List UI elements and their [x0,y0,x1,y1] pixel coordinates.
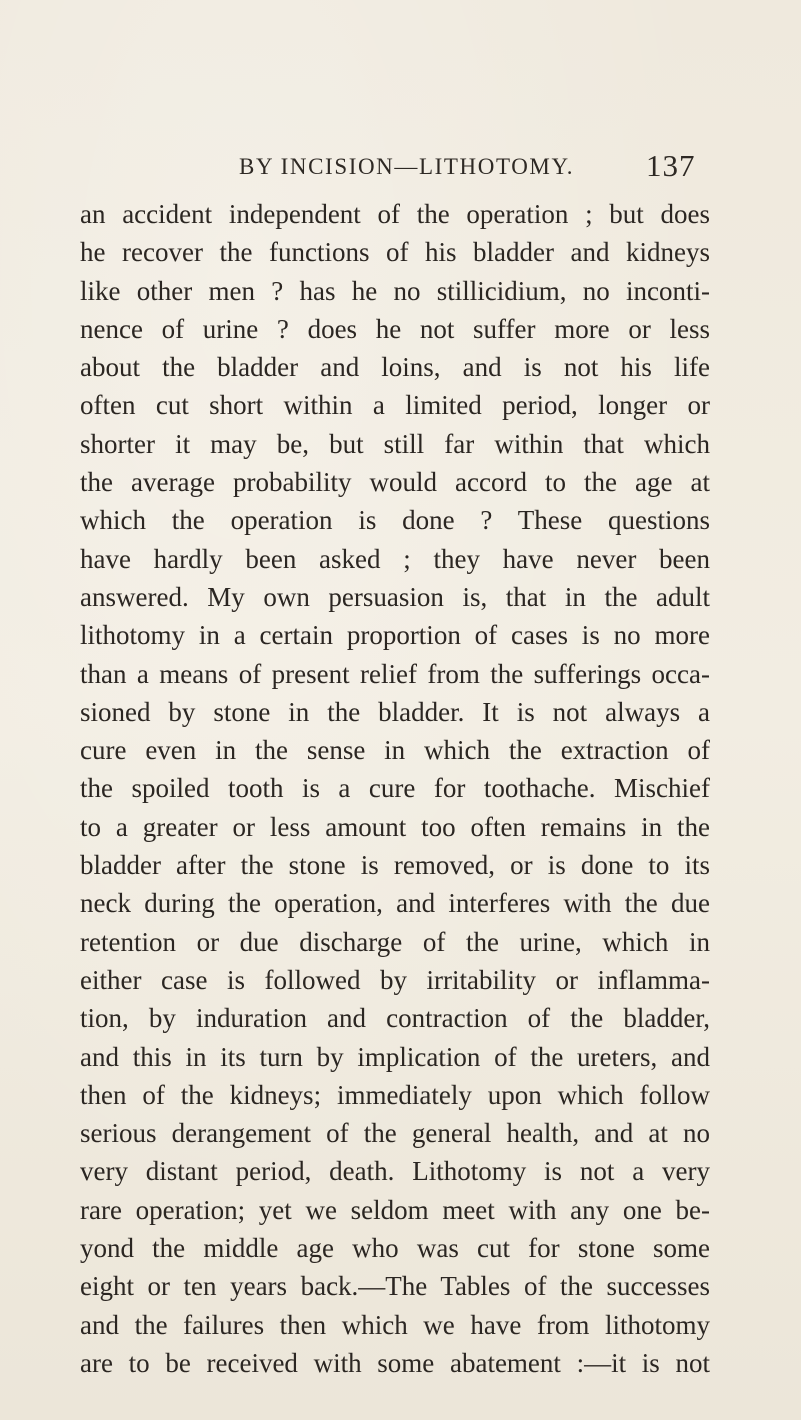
text-line: shorter it may be, but still far within that which [80,428,710,459]
page-header [0,148,801,188]
page-number: 137 [646,148,696,183]
text-line: an accident independent of the operation ; but does [80,199,710,229]
text-line: neck during the operation, and interferes with the due [80,888,710,919]
text-line: and this in its turn by implication of the ureters, and [80,1041,710,1072]
text-line: then of the kidneys; immediately upon which follow [80,1079,710,1110]
text-line: rare operation; yet we seldom meet with any one be- [80,1194,710,1225]
text-line: lithotomy in a certain proportion of cases is no more [80,620,710,651]
text-line: serious derangement of the general health, and at no [80,1118,710,1149]
text-line: sioned by stone in the bladder. It is not always a [80,696,710,727]
text-line: retention or due discharge of the urine, which in [80,926,710,957]
running-head: BY INCISION—LITHOTOMY. [239,154,575,179]
text-line: often cut short within a limited period, longer or [80,390,710,421]
text-line: and the failures then which we have from lithotomy [80,1309,710,1340]
text-line: the average probability would accord to the age at [80,467,710,498]
text-line: very distant period, death. Lithotomy is not a very [80,1156,710,1187]
text-line: eight or ten years back.—The Tables of the successes [80,1271,710,1302]
text-line: nence of urine ? does he not suffer more or less [80,313,710,344]
text-line: which the operation is done ? These questions [80,505,710,536]
text-line: about the bladder and loins, and is not his life [80,352,710,383]
text-line: cure even in the sense in which the extraction of [80,735,710,766]
text-line: tion, by induration and contraction of the bladder, [80,1003,710,1034]
text-line: than a means of present relief from the sufferings occa- [80,658,710,689]
text-line: he recover the functions of his bladder and kidneys [80,237,710,268]
text-line: like other men ? has he no stillicidium, no inconti- [80,275,710,306]
text-line: answered. My own persuasion is, that in the adult [80,581,710,612]
text-line: either case is followed by irritability or inflamma- [80,964,710,995]
text-line: have hardly been asked ; they have never been [80,543,710,574]
text-line: to a greater or less amount too often remains in the [80,811,710,842]
body-text [80,195,710,1382]
text-line: yond the middle age who was cut for stone some [80,1233,710,1264]
text-line: the spoiled tooth is a cure for toothache. Mischief [80,773,710,804]
text-line: bladder after the stone is removed, or is done to its [80,850,710,881]
text-line: are to be received with some abatement :—it is not [80,1347,710,1378]
